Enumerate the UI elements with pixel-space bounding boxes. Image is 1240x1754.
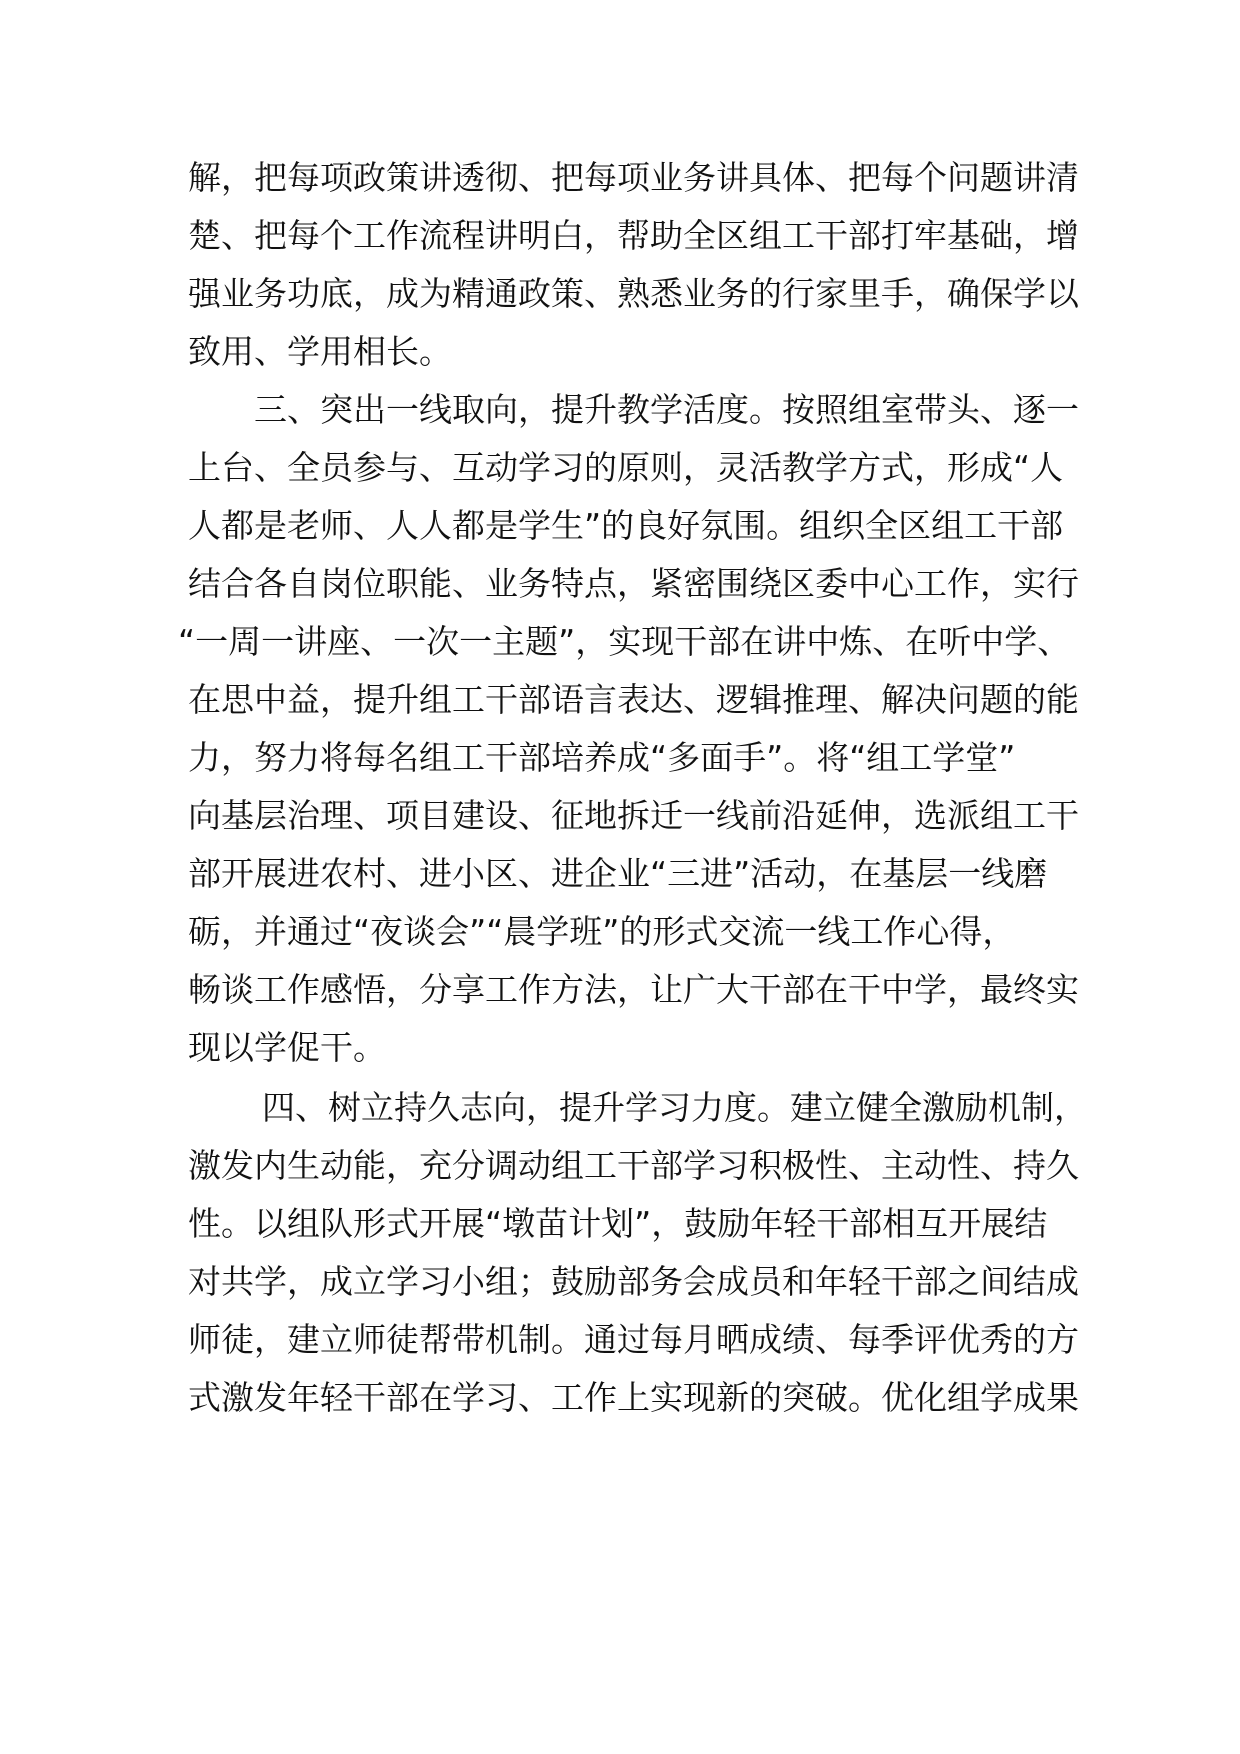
text-line: 性。以组队形式开展“墩苗计划”，鼓励年轻干部相互开展结 — [188, 1204, 1048, 1243]
text-line: 激发内生动能，充分调动组工干部学习积极性、主动性、持久 — [188, 1146, 1079, 1185]
section-heading-line: 三、突出一线取向，提升教学活度。按照组室带头、逐一 — [254, 390, 1079, 429]
text-line: 结合各自岗位职能、业务特点，紧密围绕区委中心工作，实行 — [188, 564, 1079, 603]
text-line: “一周一讲座、一次一主题”，实现干部在讲中炼、在听中学、 — [178, 622, 1071, 661]
text-line: 师徒，建立师徒帮带机制。通过每月晒成绩、每季评优秀的方 — [188, 1320, 1079, 1359]
text-line: 对共学，成立学习小组；鼓励部务会成员和年轻干部之间结成 — [188, 1262, 1079, 1301]
text-line: 力，努力将每名组工干部培养成“多面手”。将“组工学堂” — [188, 738, 1016, 777]
text-line: 在思中益，提升组工干部语言表达、逻辑推理、解决问题的能 — [188, 680, 1079, 719]
section-heading-line: 四、树立持久志向，提升学习力度。建立健全激励机制， — [262, 1088, 1087, 1127]
text-line: 部开展进农村、进小区、进企业“三进”活动，在基层一线磨 — [188, 854, 1048, 893]
text-line: 楚、把每个工作流程讲明白，帮助全区组工干部打牢基础，增 — [188, 216, 1079, 255]
text-line: 畅谈工作感悟，分享工作方法，让广大干部在干中学，最终实 — [188, 970, 1079, 1009]
text-line: 上台、全员参与、互动学习的原则，灵活教学方式，形成“人 — [188, 448, 1064, 487]
text-line: 现以学促干。 — [188, 1028, 386, 1067]
text-line: 人都是老师、人人都是学生”的良好氛围。组织全区组工干部 — [188, 506, 1064, 545]
text-line: 强业务功底，成为精通政策、熟悉业务的行家里手，确保学以 — [188, 274, 1079, 313]
text-line: 式激发年轻干部在学习、工作上实现新的突破。优化组学成果 — [188, 1378, 1079, 1417]
text-line: 向基层治理、项目建设、征地拆迁一线前沿延伸，选派组工干 — [188, 796, 1079, 835]
text-line: 解，把每项政策讲透彻、把每项业务讲具体、把每个问题讲清 — [188, 158, 1079, 197]
text-line: 砺，并通过“夜谈会”“晨学班”的形式交流一线工作心得， — [188, 912, 1016, 951]
text-line: 致用、学用相长。 — [188, 332, 452, 371]
